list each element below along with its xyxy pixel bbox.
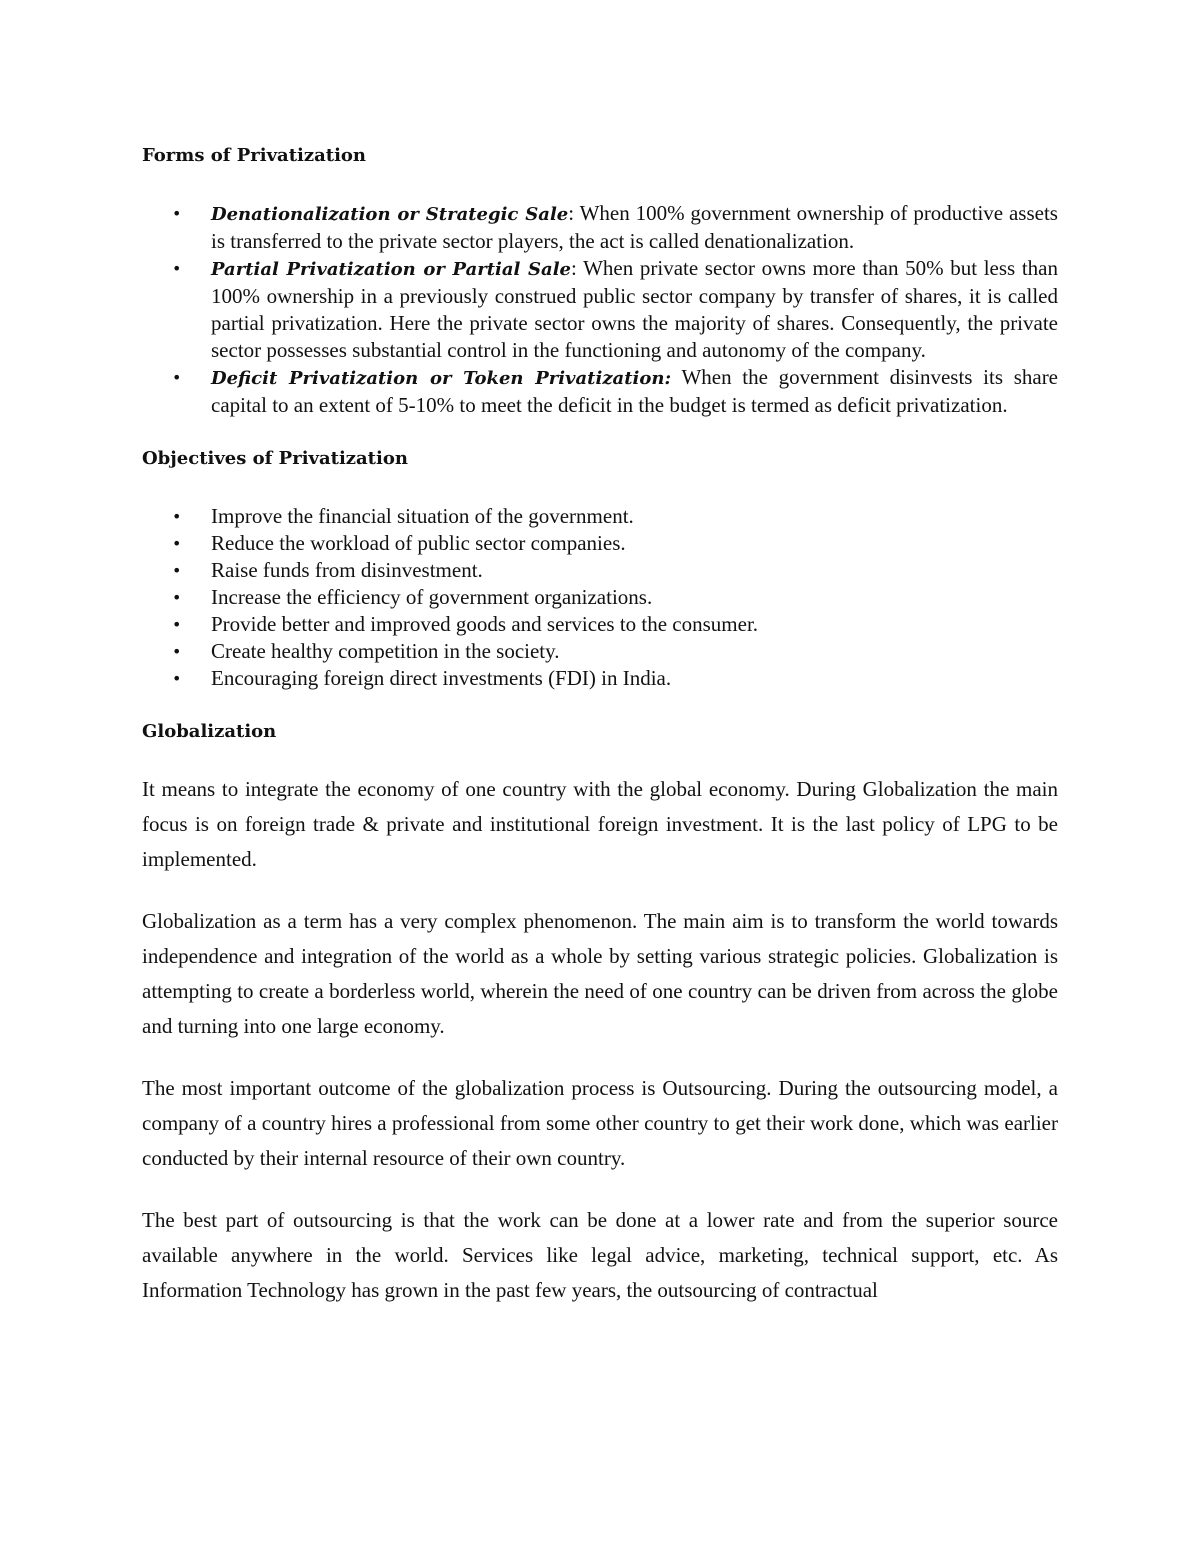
term-description: When the government disinvests its share capital to an extent of 5-10% to meet the deficit in the budget is termed as deficit privatization. <box>211 365 1059 417</box>
list-item: • Partial Privatization or Partial Sale: When private sector owns more than 50% but less than 100% ownership in a previously construed public sector company by transfer of shares, it is called partial privatization. Here the private sector owns the majority of shares. Consequently, the private sector possesses substantial control in the functioning and autonomy of the company. <box>142 255 1058 364</box>
list-item: • Create healthy competition in the society. <box>142 638 1058 665</box>
list-item: • Provide better and improved goods and services to the consumer. <box>142 611 1058 638</box>
list-item: • Encouraging foreign direct investments (FDI) in India. <box>142 665 1058 692</box>
paragraph: Globalization as a term has a very complex phenomenon. The main aim is to transform the world towards independence and integration of the world as a whole by setting various strategic policies. Globalization is attempting to create a borderless world, wherein the need of one country can be driven from across the globe and turning into one large economy. <box>142 909 1058 1038</box>
term-description: When private sector owns more than 50% but less than 100% ownership in a previously construed public sector company by transfer of shares, it is called partial privatization. Here the private sector owns the majority of shares. Consequently, the private sector possesses substantial control in the functioning and autonomy of the company. <box>211 256 1058 362</box>
list-item: • Raise funds from disinvestment. <box>142 557 1058 584</box>
list-item: • Increase the efficiency of government organizations. <box>142 584 1058 611</box>
list-item: • Denationalization or Strategic Sale: When 100% government ownership of productive assets is transferred to the private sector players, the act is called denationalization. <box>142 200 1058 255</box>
term-label: Deficit Privatization or Token Privatization: <box>211 368 672 389</box>
term-label: Denationalization or Strategic Sale <box>211 204 569 225</box>
list-item: • Improve the financial situation of the government. <box>142 503 1058 530</box>
term-description: When 100% government ownership of productive assets is transferred to the private sector players, the act is called denationalization. <box>211 201 1058 253</box>
list-item: • Reduce the workload of public sector companies. <box>142 530 1058 557</box>
forms-list <box>142 200 1058 419</box>
globalization-heading: Globalization <box>142 721 277 742</box>
objectives-heading: Objectives of Privatization <box>142 448 408 469</box>
forms-heading: Forms of Privatization <box>142 145 367 166</box>
objectives-list <box>142 503 1058 692</box>
list-item <box>142 364 1058 419</box>
paragraph: The most important outcome of the globalization process is Outsourcing. During the outsourcing model, a company of a country hires a professional from some other country to get their work done, which was earlier conducted by their internal resource of their own country. <box>142 1076 1058 1170</box>
paragraph: The best part of outsourcing is that the work can be done at a lower rate and from the superior source available anywhere in the world. Services like legal advice, marketing, technical support, etc. As Information Technology has grown in the past few years, the outsourcing of contractual <box>142 1208 1058 1302</box>
document-page <box>142 142 1058 1308</box>
term-label: Partial Privatization or Partial Sale <box>211 259 571 280</box>
paragraph: It means to integrate the economy of one country with the global economy. During Globalization the main focus is on foreign trade & private and institutional foreign investment. It is the last policy of LPG to be implemented. <box>142 777 1058 871</box>
